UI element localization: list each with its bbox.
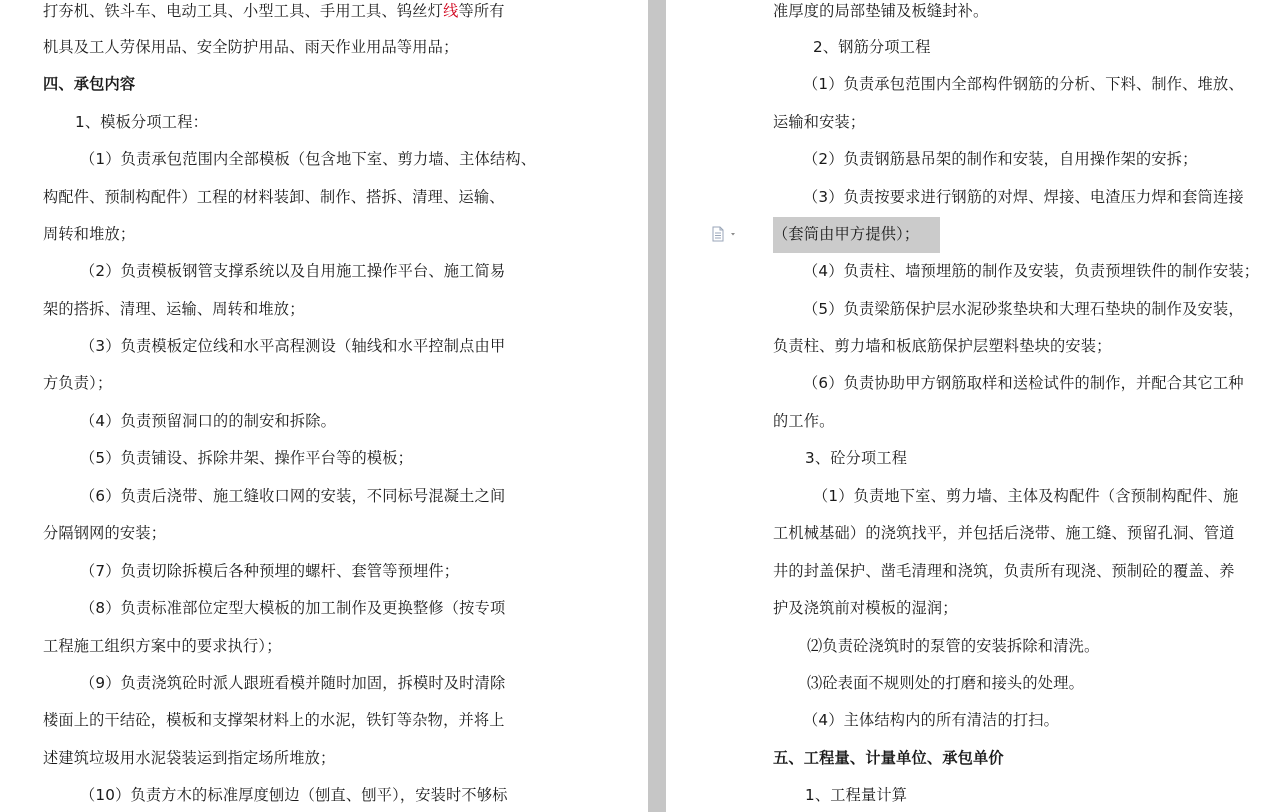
text-line: （3）负责按要求进行钢筋的对焊、焊接、电渣压力焊和套筒连接	[803, 188, 1244, 206]
text-line: 方负责）；	[43, 374, 113, 392]
text-line: （9）负责浇筑砼时派人跟班看模并随时加固，拆模时及时清除	[80, 674, 506, 692]
text-line: （2）负责模板钢管支撑系统以及自用施工操作平台、施工简易	[80, 262, 506, 280]
subsection-heading: 2、钢筋分项工程	[813, 38, 931, 56]
text-line: （4）负责预留洞口的的制安和拆除。	[80, 412, 337, 430]
text-line: 准厚度的局部垫铺及板缝封补。	[773, 2, 989, 20]
text-line: （2）负责钢筋悬吊架的制作和安装，自用操作架的安拆；	[803, 150, 1198, 168]
text-line: 打夯机、铁斗车、电动工具、小型工具、手用工具、钨丝灯线等所有	[43, 2, 505, 20]
text-line: 架的搭拆、清理、运输、周转和堆放；	[43, 300, 305, 318]
subsection-heading: 1、工程量计算	[805, 786, 908, 804]
text-line: （3）负责模板定位线和水平高程测设（轴线和水平控制点由甲	[80, 337, 506, 355]
text-line: （1）负责承包范围内全部构件钢筋的分析、下料、制作、堆放、	[803, 75, 1244, 93]
text-line: 机具及工人劳保用品、安全防护用品、雨天作业用品等用品；	[43, 38, 459, 56]
text-line: 工程施工组织方案中的要求执行）；	[43, 637, 282, 655]
text-line: 周转和堆放；	[43, 225, 136, 243]
text-line: （5）负责梁筋保护层水泥砂浆垫块和大理石垫块的制作及安装，	[803, 300, 1244, 318]
text-line: 述建筑垃圾用水泥袋装运到指定场所堆放；	[43, 749, 336, 767]
text-line: （6）负责后浇带、施工缝收口网的安装，不同标号混凝土之间	[80, 487, 506, 505]
text-line: （8）负责标准部位定型大模板的加工制作及更换整修（按专项	[80, 599, 506, 617]
text-line: （5）负责铺设、拆除井架、操作平台等的模板；	[80, 449, 414, 467]
text-line: （1）负责地下室、剪力墙、主体及构配件（含预制构配件、施	[813, 487, 1239, 505]
subsection-heading: 1、模板分项工程：	[75, 113, 208, 131]
right-page	[666, 0, 1286, 812]
text-line: 井的封盖保护、凿毛清理和浇筑，负责所有现浇、预制砼的覆盖、养	[773, 562, 1235, 580]
document-dropdown-icon[interactable]	[710, 226, 738, 242]
text-line: 负责柱、剪力墙和板底筋保护层塑料垫块的安装；	[773, 337, 1112, 355]
text-line: ⑵负责砼浇筑时的泵管的安装拆除和清洗。	[807, 637, 1100, 655]
section-heading: 四、承包内容	[43, 75, 136, 93]
text-line: ⑶砼表面不规则处的打磨和接头的处理。	[807, 674, 1084, 692]
text-line: 楼面上的干结砼，模板和支撑架材料上的水泥，铁钉等杂物，并将上	[43, 711, 505, 729]
subsection-heading: 3、砼分项工程	[805, 449, 908, 467]
highlighted-char: 线	[443, 2, 459, 20]
text-line: （1）负责承包范围内全部模板（包含地下室、剪力墙、主体结构、	[80, 150, 537, 168]
text-line: （10）负责方木的标准厚度刨边（刨直、刨平），安装时不够标	[80, 786, 508, 804]
text-line: （4）主体结构内的所有清洁的打扫。	[803, 711, 1060, 729]
document-icon-svg	[710, 226, 738, 242]
text-line: （6）负责协助甲方钢筋取样和送检试件的制作，并配合其它工种	[803, 374, 1244, 392]
text-line: 构配件、预制构配件）工程的材料装卸、制作、搭拆、清理、运输、	[43, 188, 505, 206]
text-line: （4）负责柱、墙预埋筋的制作及安装，负责预埋铁件的制作安装；	[803, 262, 1260, 280]
page-gutter	[648, 0, 666, 812]
section-heading: 五、工程量、计量单位、承包单价	[773, 749, 1004, 767]
text-line: （7）负责切除拆模后各种预埋的螺杆、套管等预埋件；	[80, 562, 460, 580]
text-line: 分隔钢网的安装；	[43, 524, 167, 542]
text-line: 护及浇筑前对模板的湿润；	[773, 599, 958, 617]
text-line: 工机械基础）的浇筑找平，并包括后浇带、施工缝、预留孔洞、管道	[773, 524, 1235, 542]
selected-text-line[interactable]: （套筒由甲方提供）；	[773, 225, 920, 243]
text-line: 的工作。	[773, 412, 835, 430]
text-line: 运输和安装；	[773, 113, 866, 131]
